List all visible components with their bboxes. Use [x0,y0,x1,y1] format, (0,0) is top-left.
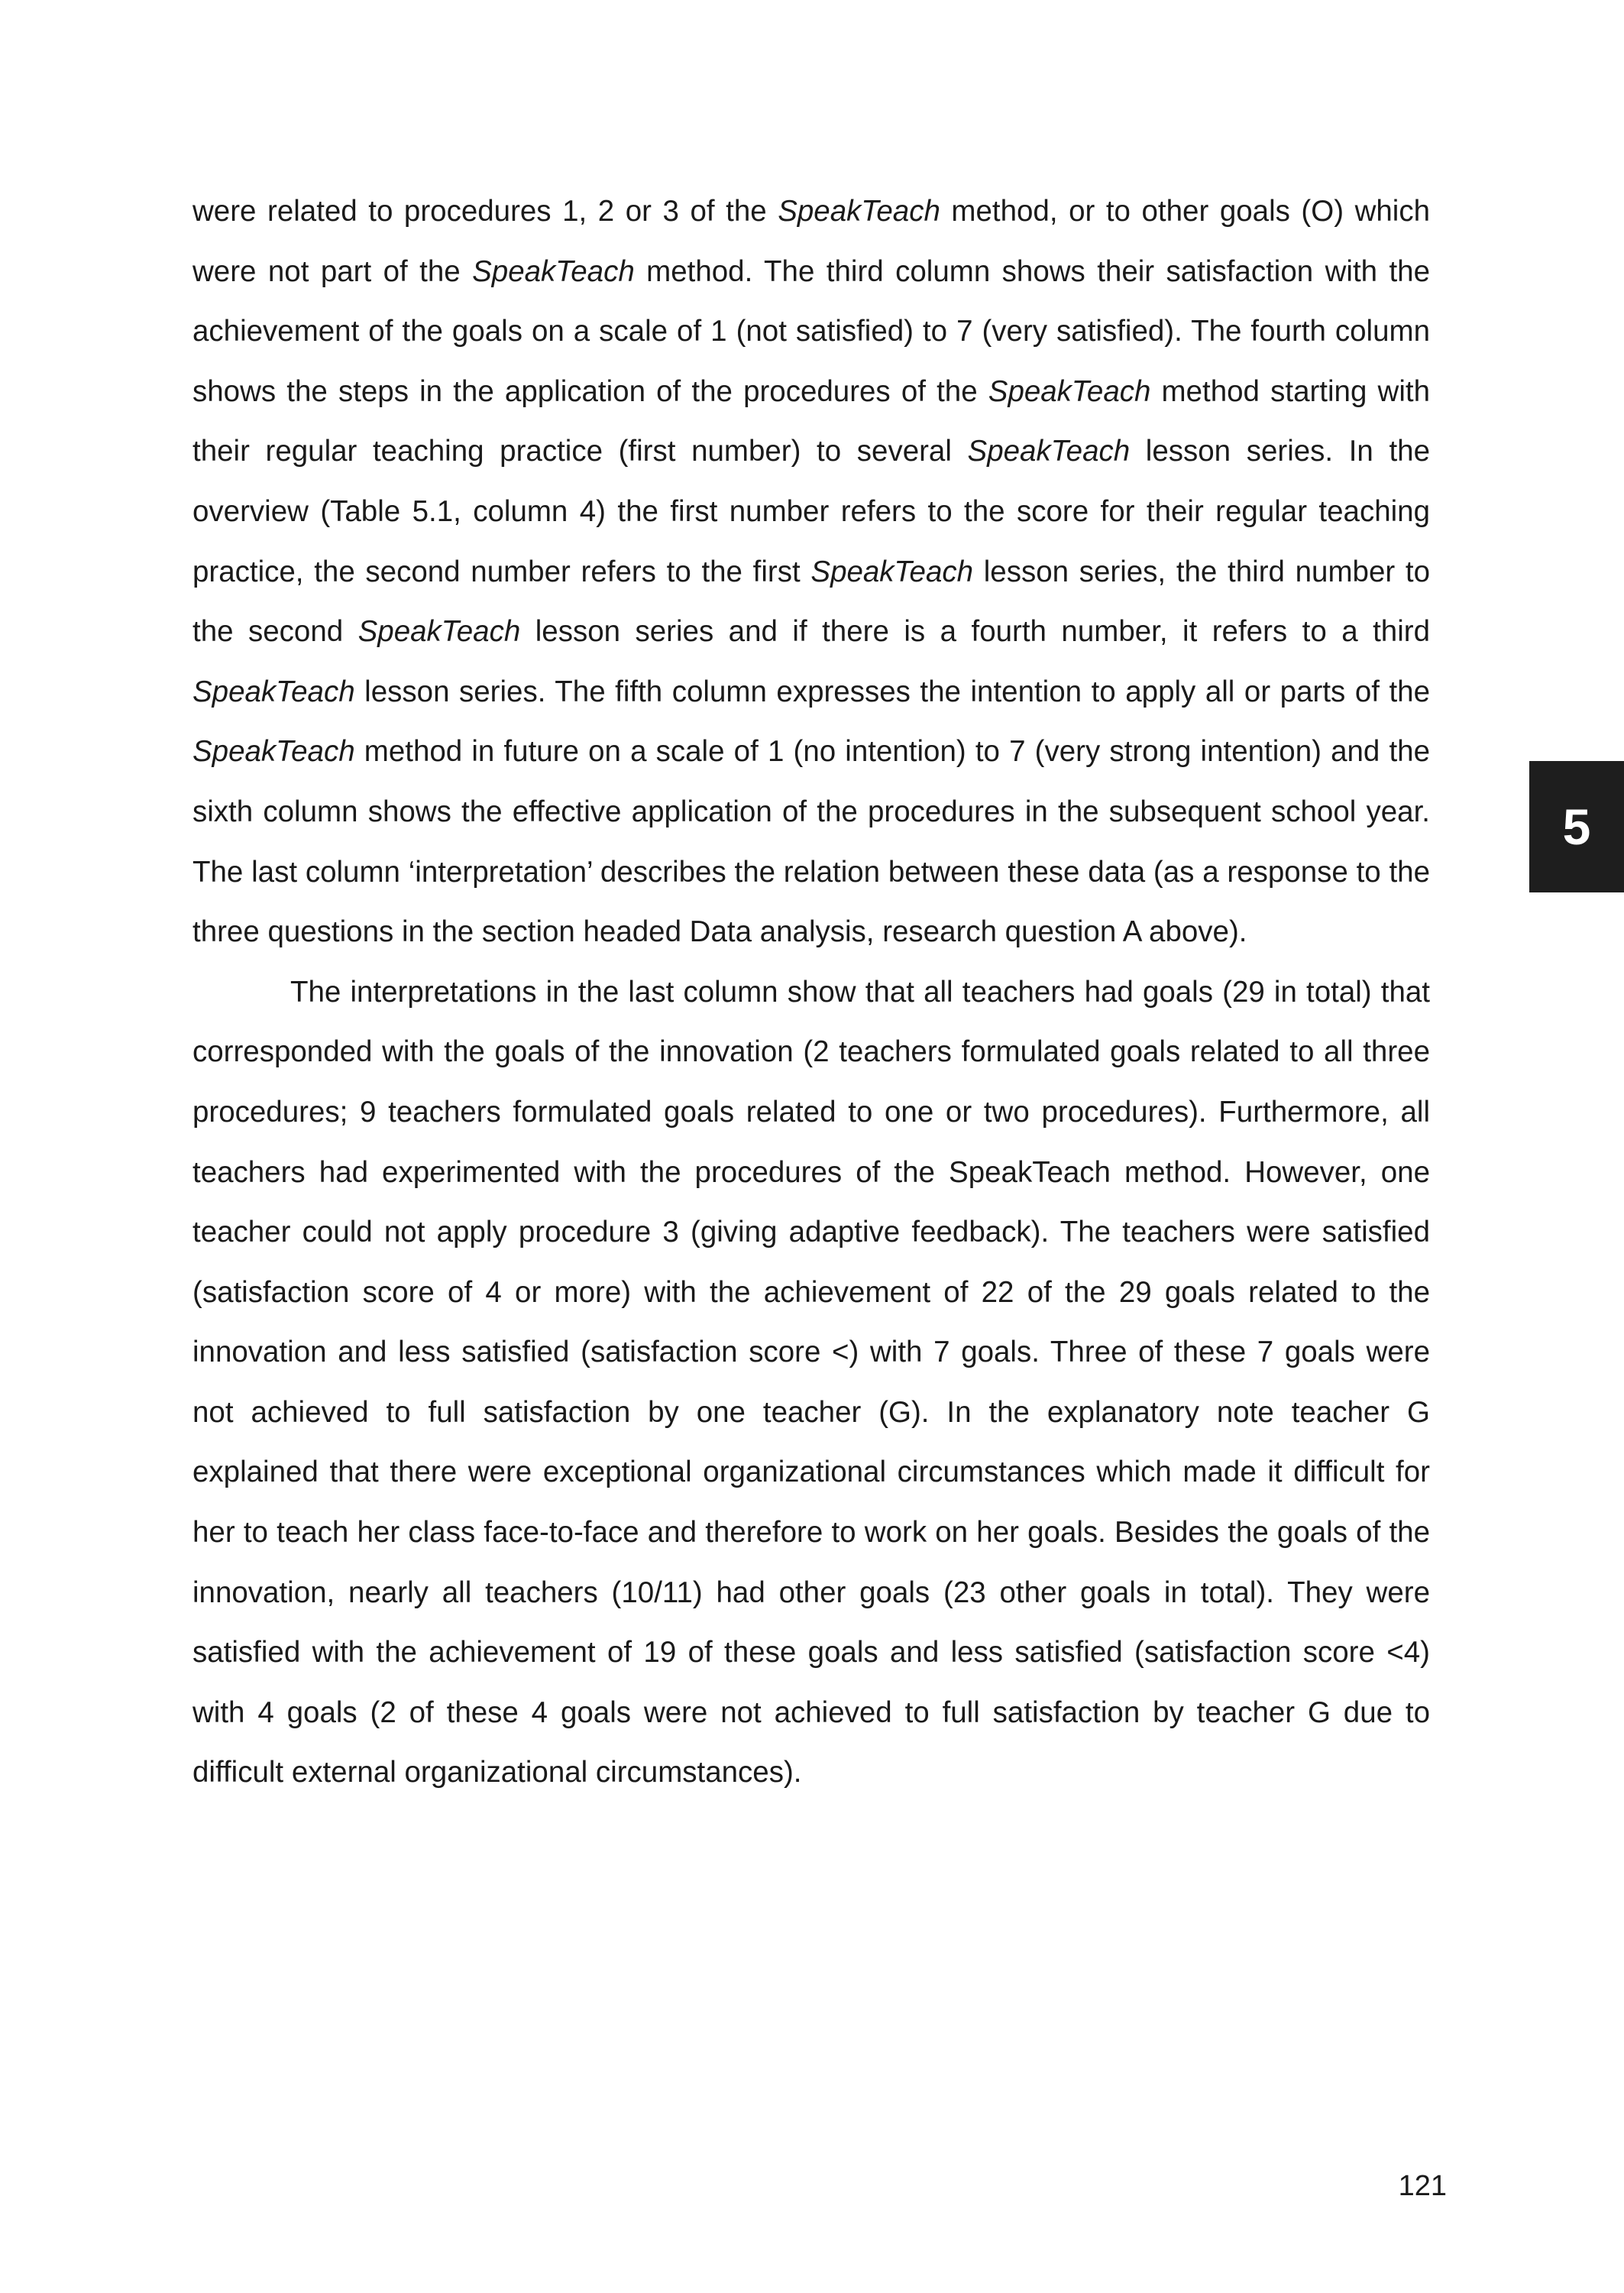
page-number: 121 [1398,2170,1447,2202]
text-span: method, or to other goals (O) which were not part of the [192,195,1430,288]
page-body [192,182,1430,1803]
text-span: lesson series. In the overview (Table 5.1, column 4) the first number refers to the score for their regular teaching practice, the second number refers to the first [192,435,1430,588]
italic-term: SpeakTeach [988,374,1151,408]
text-span: lesson series. The fifth column expresses the intention to apply all or parts of the [354,675,1430,708]
paragraph-1 [192,182,1430,963]
italic-term: SpeakTeach [472,254,635,288]
italic-term: SpeakTeach [778,195,940,228]
italic-term: SpeakTeach [192,675,355,708]
italic-term: SpeakTeach [810,555,974,588]
text-span: lesson series, the third number to the second [192,555,1430,649]
text-span: method in future on a scale of 1 (no intention) to 7 (very strong intention) and the sixth column shows the effective application of the procedures in the subsequent school year. The last column ‘interpretation’ describes the relation between these data (as a response to the three questions in the section headed Data analysis, research question A above). [192,735,1430,949]
paragraph-2: The interpretations in the last column show that all teachers had goals (29 in total) that corresponded with the goals of the innovation (2 teachers formulated goals related to all three procedures; 9 teachers formulated goals related to one or two procedures). Furthermore, all teachers had experimented with the procedures of the SpeakTeach method. However, one teacher could not apply procedure 3 (giving adaptive feedback). The teachers were satisfied (satisfaction score of 4 or more) with the achievement of 22 of the 29 goals related to the innovation and less satisfied (satisfaction score <) with 7 goals. Three of these 7 goals were not achieved to full satisfaction by one teacher (G). In the explanatory note teacher G explained that there were exceptional organizational circumstances which made it difficult for her to teach her class face-to-face and therefore to work on her goals. Besides the goals of the innovation, nearly all teachers (10/11) had other goals (23 other goals in total). They were satisfied with the achievement of 19 of these goals and less satisfied (satisfaction score <4) with 4 goals (2 of these 4 goals were not achieved to full satisfaction by teacher G due to difficult external organizational circumstances). [192,975,1430,1789]
text-span: method. The third column shows their satisfaction with the achievement of the goals on a scale of 1 (not satisfied) to 7 (very satisfied). The fourth column shows the steps in the application of the procedures of the [192,254,1431,408]
italic-term: SpeakTeach [967,435,1131,468]
text-span: method starting with their regular teaching practice (first number) to several [192,374,1430,468]
chapter-tab [1529,761,1624,892]
text-span: were related to procedures 1, 2 or 3 of the [192,195,778,228]
italic-term: SpeakTeach [192,735,355,769]
italic-term: SpeakTeach [357,615,521,649]
text-span: lesson series and if there is a fourth number, it refers to a third [520,615,1430,649]
chapter-number: 5 [1562,798,1591,855]
